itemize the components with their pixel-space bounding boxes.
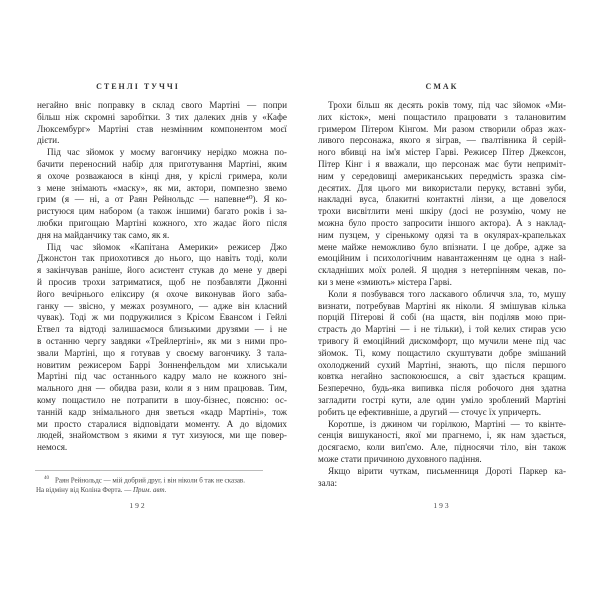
text-line: дня на майданчику так само, як я.: [37, 229, 170, 240]
text-line: визнати, потребував Мартіні як ніколи. Я змішував кілька: [318, 300, 566, 311]
text-line: ливого персонажа, якого я зіграв, — ґвалтівника й серій-: [318, 135, 566, 146]
text-line: накладні вуса, блакитні контактні лінзи, а ще довелося: [318, 194, 566, 205]
text-line: новитим режисером Баррі Зонненфельдом ми хлиськали: [37, 359, 287, 370]
text-line: Коротше, із джином чи горілкою, Мартіні — то квінте-: [328, 418, 566, 429]
text-line: грим (я — ні, а от Раян Рейнольдс — напевне⁴⁰). Я ко-: [37, 194, 287, 205]
text-line: ганку — звісно, у межах розумного, — адже він класний: [37, 300, 287, 311]
text-line: загладити гострі кути, але один уміло зроблений Мартіні: [318, 394, 566, 405]
page-number: 192: [129, 501, 147, 510]
page-number: 193: [433, 501, 451, 510]
running-header-author: СТЕНЛІ ТУЧЧІ: [96, 82, 180, 91]
text-line: негайно вніс поправку в склад свого Мартіні — попри: [37, 100, 287, 110]
text-line: Коли я позбувався того ласкавого обличчя зла, то, мушу: [328, 288, 566, 299]
text-line: порцій Пітерові й собі (на щастя, він поділяв мою при-: [318, 312, 566, 323]
text-line: складніших моїх ролей. Я щодня з нетерпінням чекав, по-: [318, 265, 566, 276]
text-line: кому пощастило не потрапити в шоу-бізнес, поясню: ос-: [37, 394, 287, 405]
text-line: з мене знімають «маску», як ми, актори, помпезно звемо: [37, 182, 287, 193]
text-line: Етвел та відтоді залишаємося близькими друзями — і не: [37, 324, 287, 335]
footnote: [36, 474, 264, 495]
text-line: ристуюся цим набором (а також іншими) багато років і за-: [37, 206, 287, 217]
text-line: зйомок. Ті, кому пощастило скуштувати добре змішаний: [318, 347, 566, 358]
footnote-note-label: Прим. авт.: [132, 485, 167, 494]
text-line: мене майже неможливо було впізнати. І це добре, адже за: [318, 241, 566, 252]
text-line: я закінчував раніше, його асистент стукав до мене у двері: [37, 265, 287, 276]
text-line: зала:: [318, 477, 338, 488]
text-line: Безперечно, будь-яка випивка після робочого дня здатна: [318, 383, 566, 394]
text-line: десятих. Для цього ми використали перуку, вставні зуби,: [318, 182, 566, 193]
text-line: бачити переносний набір для приготування Мартіні, яким: [37, 158, 287, 169]
text-line: ним у середовищі американських передмість зразка сім-: [318, 170, 566, 181]
text-line: ми просто старалися відповідати моменту. А до відомих: [37, 418, 287, 429]
text-line: Якщо вірити чуткам, письменниця Дороті Паркер ка-: [328, 465, 566, 476]
text-line: охолоджений сухий Мартіні, знають, що після першого: [318, 359, 566, 370]
text-line: я охоче розважаюся в кінці дня, у кріслі гримера, коли: [37, 170, 287, 181]
text-line: Мартіні під час останнього кадру мало не кожного зні-: [37, 371, 287, 382]
running-header-title: СМАК: [425, 82, 459, 91]
text-line: Під час зйомок у моєму вагончику нерідко можна по-: [47, 147, 287, 158]
text-line: гримером Пітером Кінгом. Ми разом створили образ жах-: [318, 123, 566, 134]
text-line: Трохи більш як десять років тому, під час зйомок «Ми-: [328, 100, 566, 110]
text-line: ного вбивці на ім'я містер Гарві. Режисер Пітер Джексон,: [318, 147, 566, 158]
text-line: його вечірнього еліксиру (я охоче виконував його заба-: [37, 288, 287, 299]
text-line: страсть до Мартіні — і не тільки), і той келих стирав усю: [318, 324, 566, 335]
right-page: [300, 0, 600, 600]
text-line: лих кісток», мені пощастило працювати з талановитим: [318, 111, 566, 122]
text-line: сенція вишуканості, якої ми прагнемо, і, як нам здається,: [318, 430, 566, 441]
right-page-body: [318, 100, 566, 489]
text-line: Джонстон так приохотився до нього, що навіть тоді, коли: [37, 253, 287, 264]
footnote-line-2: На відміну від Коліна Ферта. —: [36, 485, 133, 494]
text-line: робить це ефективніше, а другий — сточує їх упричерть.: [318, 406, 542, 417]
text-line: й просив трохи затриматися, щоб не позбавляти Джонні: [37, 276, 287, 287]
text-line: Під час зйомок «Капітана Америки» режисер Джо: [47, 241, 287, 252]
text-line: ки з мене «змиють» містера Гарві.: [318, 276, 452, 287]
text-line: може стати причиною духовного падіння.: [318, 453, 482, 464]
text-line: немося.: [37, 442, 68, 453]
text-line: ковтка негайно заспокоюєшся, а світ здається кращим.: [318, 371, 566, 382]
footnote-divider: [35, 470, 263, 471]
text-line: трохи висвітлити мені шкіру (досі не розумію, чому не: [318, 206, 566, 217]
text-line: емоційним і психологічним навантаженням це одна з най-: [318, 253, 566, 264]
text-line: досягаємо, коли вип'ємо. Але, підносячи тіло, він також: [318, 442, 566, 453]
text-line: Пітер Кінг і я вважали, що персонаж має бути неприміт-: [318, 158, 566, 169]
text-line: танній кадр знімального дня зветься «кадр Мартіні», тож: [37, 406, 287, 417]
text-line: любки пригощаю Мартіні кожного, хто жадає його після: [37, 217, 287, 228]
text-line: більш ніж скромні заробітки. З тих далеких днів у «Кафе: [37, 111, 287, 122]
text-line: можна було просто запросити іншого актора). А з наклад-: [318, 217, 566, 228]
text-line: Люксембург» Мартіні став незмінним компонентом моєї: [37, 123, 287, 134]
text-line: ним пузцем, у сіренькому одязі та в окулярах-крапельках: [318, 229, 566, 240]
footnote-marker: 40: [44, 476, 49, 481]
text-line: чувак). Тоді ж ми подружилися з Крісом Евансом і Гейлі: [37, 312, 287, 323]
text-line: звали Мартіні, що я готував у своєму вагончику. З тала-: [37, 347, 287, 358]
footnote-line-1: Раян Рейнольдс — мій добрий друг, і він ніколи б так не сказав.: [55, 476, 245, 485]
text-line: тривогу й емоційний дискомфорт, що мучили мене під час: [318, 335, 566, 346]
text-line: в останню чергу завдяки «Трейлертіні», як ми з ними про-: [37, 335, 287, 346]
text-line: мального дня — обидва рази, коли я з ним працював. Тим,: [37, 383, 287, 394]
left-page-body: [37, 100, 287, 454]
text-line: дієти.: [37, 135, 60, 146]
text-line: людей, знайомством з якими я тут хизуюся, ми ще повер-: [37, 430, 287, 441]
